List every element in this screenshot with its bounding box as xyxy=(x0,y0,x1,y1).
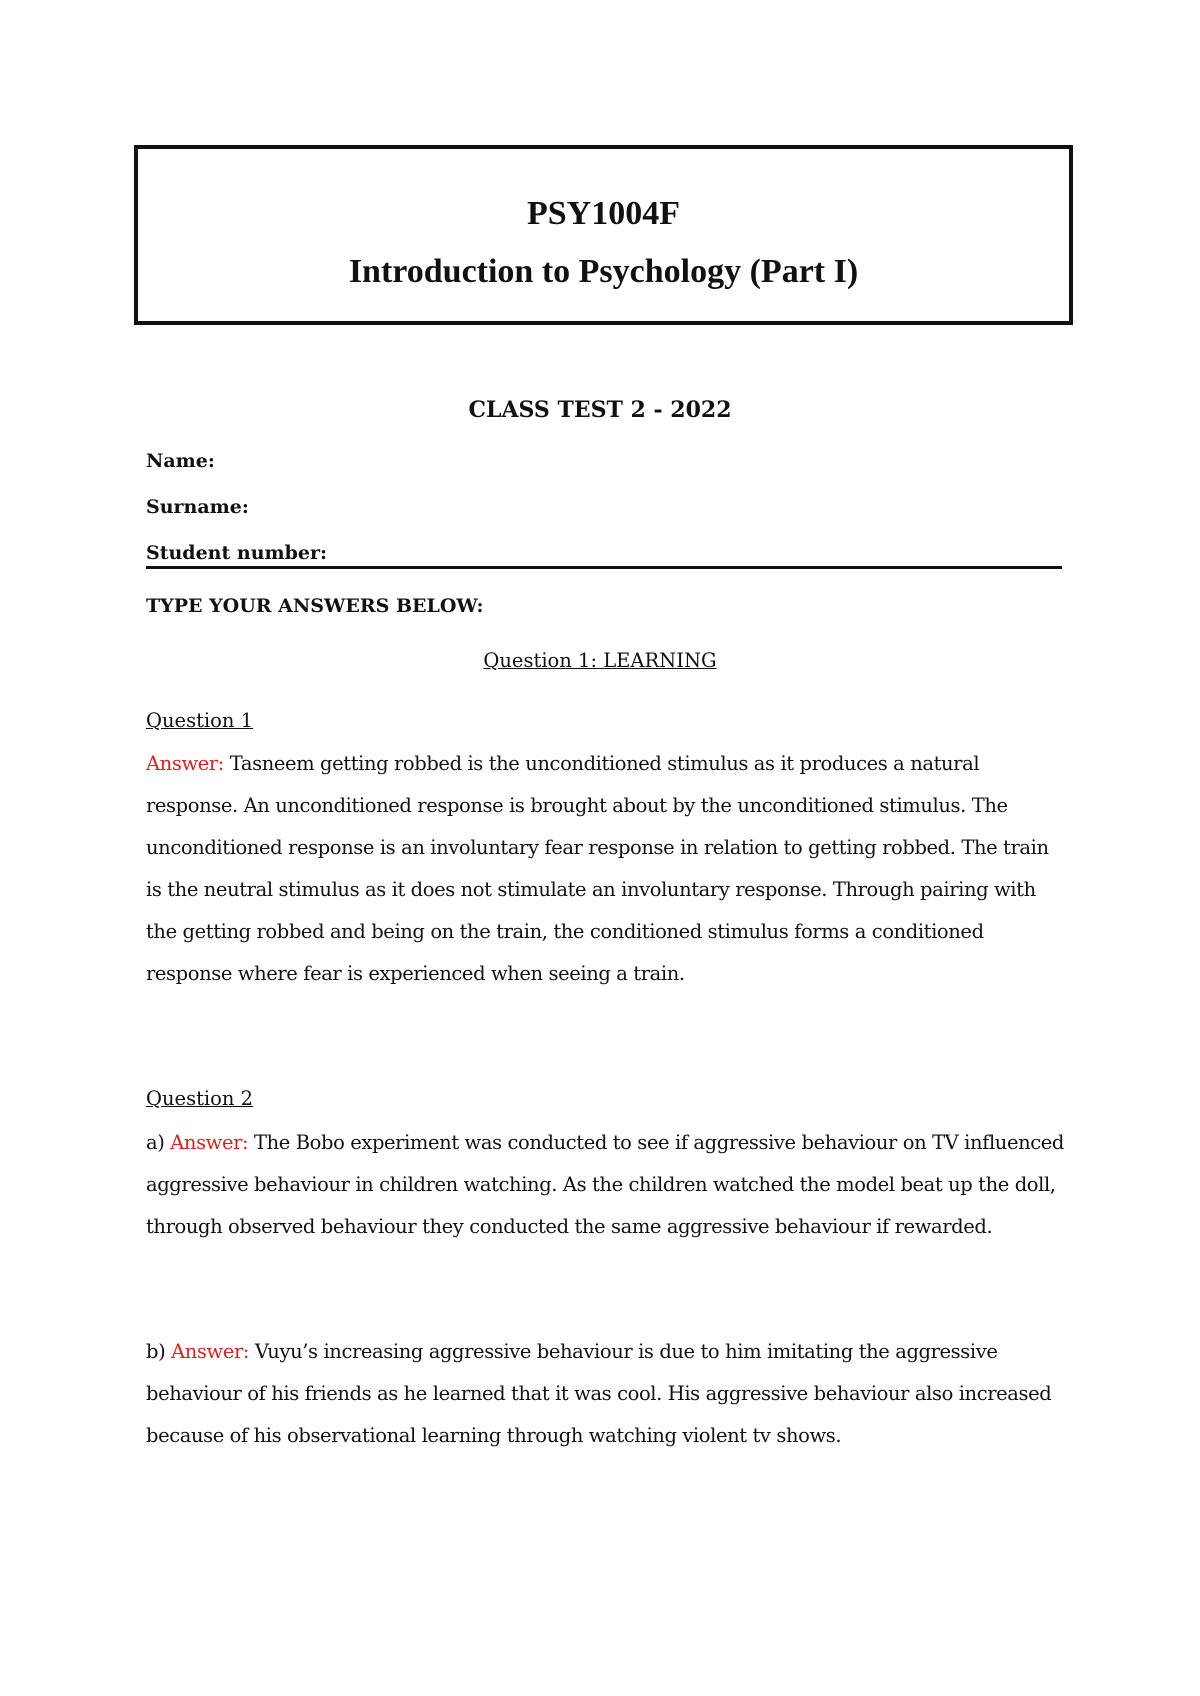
answer-label: Answer: xyxy=(170,1131,249,1154)
question-1-heading: Question 1 xyxy=(146,709,254,732)
student-number-field-label: Student number: xyxy=(146,542,328,564)
answer-part-prefix: a) xyxy=(146,1131,171,1154)
instructions-heading: TYPE YOUR ANSWERS BELOW: xyxy=(146,595,484,617)
question-2-heading: Question 2 xyxy=(146,1087,254,1110)
course-title-box xyxy=(134,145,1073,325)
test-title: CLASS TEST 2 - 2022 xyxy=(468,397,732,423)
question-2a-answer xyxy=(146,1122,1066,1248)
answer-label: Answer: xyxy=(171,1340,250,1363)
course-code: PSY1004F xyxy=(527,195,680,232)
question-2b-answer xyxy=(146,1331,1066,1457)
section-heading: Question 1: LEARNING xyxy=(483,649,717,672)
answer-text: The Bobo experiment was conducted to see if aggressive behaviour on TV influenced aggressive behaviour in children watching. As the children watched the model beat up the doll, through observed behaviour they conducted the same aggressive behaviour if rewarded. xyxy=(146,1131,1065,1238)
name-field-label: Name: xyxy=(146,450,215,472)
horizontal-divider xyxy=(146,566,1062,569)
answer-text: Vuyu’s increasing aggressive behaviour is due to him imitating the aggressive behaviour of his friends as he learned that it was cool. His aggressive behaviour also increased because of his observational learning through watching violent tv shows. xyxy=(146,1340,1052,1447)
answer-label: Answer: xyxy=(146,752,224,775)
answer-part-prefix: b) xyxy=(146,1340,172,1363)
answer-text: Tasneem getting robbed is the unconditioned stimulus as it produces a natural response. An unconditioned response is brought about by the unconditioned stimulus. The unconditioned response is an involuntary fear response in relation to getting robbed. The train is the neutral stimulus as it does not stimulate an involuntary response. Through pairing with the getting robbed and being on the train, the conditioned stimulus forms a conditioned response where fear is experienced when seeing a train. xyxy=(146,752,1049,985)
question-1-answer xyxy=(146,743,1066,995)
surname-field-label: Surname: xyxy=(146,496,249,518)
course-title: Introduction to Psychology (Part I) xyxy=(348,253,859,290)
